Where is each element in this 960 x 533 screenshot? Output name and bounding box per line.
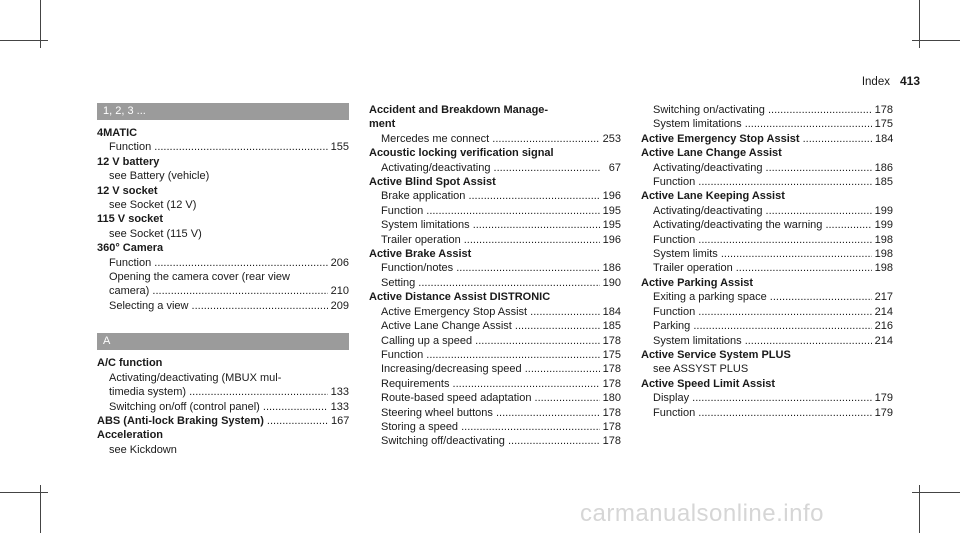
crop-mark: [0, 40, 48, 41]
entry-label: Switching on/off (control panel) .....: [109, 400, 328, 414]
entry-label: Switching on/activating .....: [653, 103, 872, 117]
index-subentry: [97, 385, 349, 399]
index-entry-heading: A/C function: [97, 357, 163, 370]
page-ref: 184: [875, 132, 894, 145]
entry-label: Function/notes .....: [381, 261, 600, 275]
index-see-reference: see Kickdown: [109, 443, 177, 456]
index-entry-heading: [641, 132, 893, 146]
page-ref: 175: [602, 348, 621, 361]
index-subentry: [369, 204, 621, 218]
index-subentry: [641, 406, 893, 420]
index-see-reference: see Socket (115 V): [109, 227, 202, 240]
page-ref: 195: [602, 219, 621, 232]
index-subentry: [369, 276, 621, 290]
index-subentry: [369, 362, 621, 376]
entry-label: Function .....: [653, 233, 872, 247]
page-ref: 178: [874, 104, 893, 116]
entry-label: Switching off/deactivating .....: [381, 434, 600, 448]
entry-label: Function .....: [653, 406, 872, 420]
page-ref: 133: [330, 386, 349, 399]
index-entry-heading: 115 V socket: [97, 213, 164, 226]
page-ref: 155: [330, 141, 349, 154]
entry-label: Trailer operation .....: [381, 233, 600, 247]
index-subentry: [369, 377, 621, 391]
page-ref: 196: [602, 190, 621, 203]
entry-label: System limitations .....: [381, 218, 600, 232]
index-subentry: [641, 334, 893, 348]
entry-label: Active Emergency Stop Assist .....: [641, 132, 872, 146]
index-subentry: [369, 218, 621, 232]
index-entry-heading: Active Brake Assist: [369, 248, 472, 261]
entry-label: Requirements .....: [381, 377, 600, 391]
index-entry-heading: 4MATIC: [97, 127, 138, 139]
page-ref: 206: [330, 256, 349, 269]
page-ref: 180: [602, 392, 621, 405]
section-header: A: [97, 333, 349, 350]
page-ref: 199: [874, 219, 893, 232]
index-see-reference: Opening the camera cover (rear view: [109, 271, 290, 284]
entry-label: Route-based speed adaptation .....: [381, 391, 600, 405]
page-ref: 178: [602, 377, 621, 390]
index-subentry: [641, 261, 893, 275]
page-ref: 186: [602, 262, 621, 275]
entry-label: Function .....: [381, 204, 600, 218]
index-subentry: [369, 334, 621, 348]
entry-label: Selecting a view .....: [109, 299, 328, 313]
entry-label: Function .....: [653, 305, 872, 319]
page-ref: 185: [874, 176, 893, 189]
index-subentry: [369, 305, 621, 319]
page-ref: 184: [602, 305, 621, 318]
entry-label: Trailer operation .....: [653, 261, 872, 275]
page-ref: 214: [874, 334, 893, 347]
page-ref: 198: [874, 233, 893, 246]
index-subentry: [97, 284, 349, 298]
index-entry-heading: Active Blind Spot Assist: [369, 176, 496, 189]
page-ref: 175: [874, 118, 893, 131]
index-entry-heading: 12 V socket: [97, 184, 158, 197]
index-subentry: [641, 233, 893, 247]
index-entry-heading: Active Distance Assist DISTRONIC: [369, 291, 551, 304]
entry-label: Activating/deactivating .....: [653, 204, 872, 218]
page-ref: 216: [874, 320, 893, 333]
index-see-reference: see Battery (vehicle): [109, 170, 210, 183]
index-entry-heading: Active Lane Change Assist: [641, 147, 782, 160]
index-subentry: [369, 189, 621, 203]
section-spacer: [97, 313, 349, 333]
index-subentry: [369, 406, 621, 420]
page-ref: 253: [602, 132, 621, 145]
index-subentry: [641, 117, 893, 131]
entry-label: Storing a speed .....: [381, 420, 600, 434]
index-subentry: [641, 204, 893, 218]
entry-label: System limitations .....: [653, 334, 872, 348]
index-see-reference: see Socket (12 V): [109, 199, 197, 212]
index-subentry: [641, 319, 893, 333]
index-see-reference: see ASSYST PLUS: [653, 363, 749, 376]
index-subentry: [641, 247, 893, 261]
index-subentry: [369, 434, 621, 448]
page-ref: 190: [602, 276, 621, 289]
index-subentry: [369, 319, 621, 333]
entry-label: Function .....: [109, 256, 328, 270]
entry-label: System limitations .....: [653, 117, 872, 131]
index-entry-heading: Acceleration: [97, 429, 164, 442]
index-subentry: [97, 256, 349, 270]
page-ref: 179: [874, 406, 893, 419]
header-title: Index: [861, 76, 890, 88]
entry-label: Mercedes me connect .....: [381, 132, 600, 146]
watermark: carmanualsonline.info: [580, 500, 824, 527]
index-subentry: [641, 103, 893, 117]
crop-mark: [912, 40, 960, 41]
page-ref: 167: [331, 414, 350, 427]
page-ref: 67: [608, 161, 621, 174]
entry-label: System limits .....: [653, 247, 872, 261]
page-ref: 196: [602, 233, 621, 246]
index-column-1: [97, 103, 349, 457]
entry-label: Function .....: [381, 348, 600, 362]
index-subentry: [97, 299, 349, 313]
page-ref: 214: [874, 305, 893, 318]
entry-label: Active Lane Change Assist .....: [381, 319, 600, 333]
index-subentry: [641, 175, 893, 189]
index-entry-heading: Accident and Breakdown Manage-: [369, 104, 549, 116]
page-ref: 178: [602, 435, 621, 448]
index-subentry: [97, 400, 349, 414]
entry-label: camera) .....: [109, 284, 328, 298]
entry-label: Parking .....: [653, 319, 872, 333]
index-subentry: [369, 161, 621, 175]
index-entry-heading: Active Lane Keeping Assist: [641, 190, 785, 203]
entry-label: Activating/deactivating .....: [381, 161, 600, 175]
entry-label: Steering wheel buttons .....: [381, 406, 600, 420]
index-subentry: [369, 233, 621, 247]
page-ref: 195: [602, 204, 621, 217]
entry-label: timedia system) .....: [109, 385, 328, 399]
index-entry-heading: 360° Camera: [97, 242, 164, 255]
page-header: [862, 74, 920, 88]
crop-mark: [0, 492, 48, 493]
index-subentry: [641, 161, 893, 175]
page-ref: 210: [330, 285, 349, 298]
index-subentry: [369, 420, 621, 434]
page-number: 413: [899, 74, 920, 88]
index-entry-heading: ment: [369, 118, 396, 131]
page-ref: 186: [874, 161, 893, 174]
page-ref: 178: [602, 334, 621, 347]
entry-label: Activating/deactivating the warning .....: [653, 218, 872, 232]
entry-label: Display .....: [653, 391, 872, 405]
entry-label: Increasing/decreasing speed .....: [381, 362, 600, 376]
page-ref: 179: [874, 392, 893, 405]
page-ref: 217: [874, 291, 893, 304]
entry-label: ABS (Anti-lock Braking System) .....: [97, 414, 328, 428]
page-ref: 198: [874, 248, 893, 261]
index-entry-heading: Active Parking Assist: [641, 276, 754, 289]
entry-label: Activating/deactivating .....: [653, 161, 872, 175]
index-column-2: [369, 103, 621, 449]
index-column-3: [641, 103, 893, 420]
index-subentry: [641, 218, 893, 232]
page-ref: 199: [874, 204, 893, 217]
index-subentry: [369, 132, 621, 146]
section-header: 1, 2, 3 ...: [97, 103, 349, 120]
entry-label: Calling up a speed .....: [381, 334, 600, 348]
page-ref: 209: [330, 299, 349, 312]
page-ref: 178: [602, 406, 621, 419]
entry-label: Exiting a parking space .....: [653, 290, 872, 304]
index-entry-heading: [97, 414, 349, 428]
page-ref: 178: [602, 363, 621, 376]
index-entry-heading: Acoustic locking verification signal: [369, 147, 554, 160]
entry-label: Brake application .....: [381, 189, 600, 203]
entry-label: Function .....: [109, 140, 328, 154]
index-entry-heading: Active Speed Limit Assist: [641, 377, 776, 390]
index-see-reference: Activating/deactivating (MBUX mul-: [109, 371, 282, 384]
index-subentry: [641, 305, 893, 319]
page-ref: 185: [602, 320, 621, 333]
page-ref: 133: [330, 400, 349, 413]
entry-label: Function .....: [653, 175, 872, 189]
page-ref: 178: [602, 420, 621, 433]
index-subentry: [641, 391, 893, 405]
index-entry-heading: Active Service System PLUS: [641, 348, 791, 361]
index-entry-heading: 12 V battery: [97, 155, 160, 168]
entry-label: Active Emergency Stop Assist .....: [381, 305, 600, 319]
entry-label: Setting .....: [381, 276, 600, 290]
page-ref: 198: [874, 262, 893, 275]
index-subentry: [369, 391, 621, 405]
index-subentry: [369, 261, 621, 275]
index-subentry: [369, 348, 621, 362]
index-subentry: [641, 290, 893, 304]
index-subentry: [97, 140, 349, 154]
crop-mark: [912, 492, 960, 493]
